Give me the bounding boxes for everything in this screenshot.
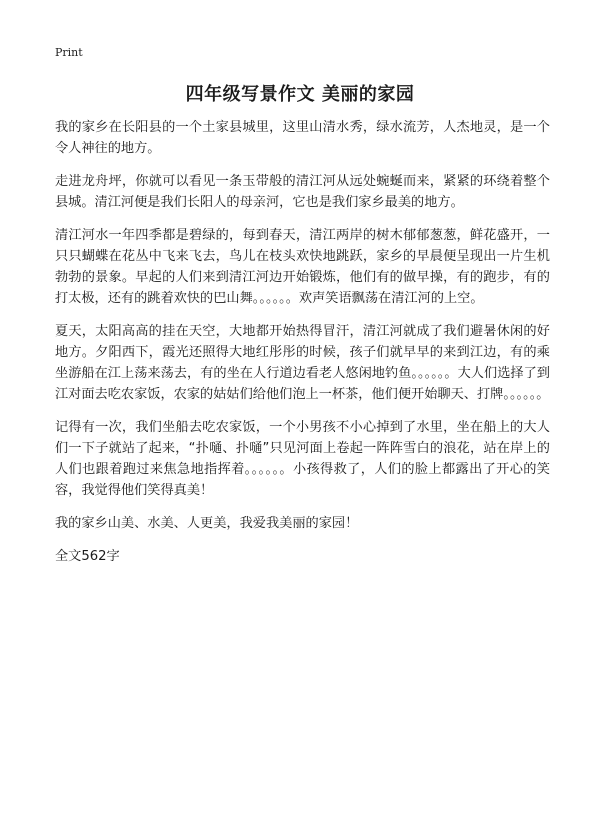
- article-title: 四年级写景作文 美丽的家园: [185, 84, 415, 105]
- print-link[interactable]: Print: [55, 46, 83, 59]
- paragraph-2: 走进龙舟坪，你就可以看见一条玉带般的清江河从远处蜿蜒而来，紧紧的环绕着整个县城。清江河便是我们长阳人的母亲河，它也是我们家乡最美的地方。: [55, 174, 550, 210]
- paragraph-1: 我的家乡在长阳县的一个土家县城里，这里山清水秀，绿水流芳，人杰地灵，是一个令人神往的地方。: [55, 120, 550, 156]
- word-count: 全文562字: [55, 549, 120, 564]
- paragraph-6: 我的家乡山美、水美、人更美，我爱我美丽的家园！: [55, 516, 359, 531]
- paragraph-3: 清江河水一年四季都是碧绿的，每到春天，清江两岸的树木郁郁葱葱，鲜花盛开，一只只蝴蝶在花丛中飞来飞去，鸟儿在枝头欢快地跳跃，家乡的早晨便呈现出一片生机勃勃的景象。早起的人们来到清江河边开始锻炼，他们有的做早操，有的跑步，有的打太极，还有的跳着欢快的巴山舞。。。。。。欢声笑语飘荡在清江河的上空。: [55, 228, 550, 306]
- paragraph-4: 夏天，太阳高高的挂在天空，大地都开始热得冒汗，清江河就成了我们避暑休闲的好地方。夕阳西下，霞光还照得大地红彤彤的时候，孩子们就早早的来到江边，有的乘坐游船在江上荡来荡去，有的坐在人行道边看老人悠闲地钓鱼。。。。。。大人们选择了到江对面去吃农家饭，农家的姑姑们给他们泡上一杯茶，他们便开始聊天、打牌。。。。。。: [55, 324, 550, 402]
- article-body: [55, 117, 550, 567]
- paragraph-5: 记得有一次，我们坐船去吃农家饭，一个小男孩不小心掉到了水里，坐在船上的大人们一下子就站了起来，“扑嗵、扑嗵”只见河面上卷起一阵阵雪白的浪花，站在岸上的人们也跟着跑过来焦急地指挥着。。。。。。小孩得救了，人们的脸上都露出了开心的笑容，我觉得他们笑得真美！: [55, 420, 550, 498]
